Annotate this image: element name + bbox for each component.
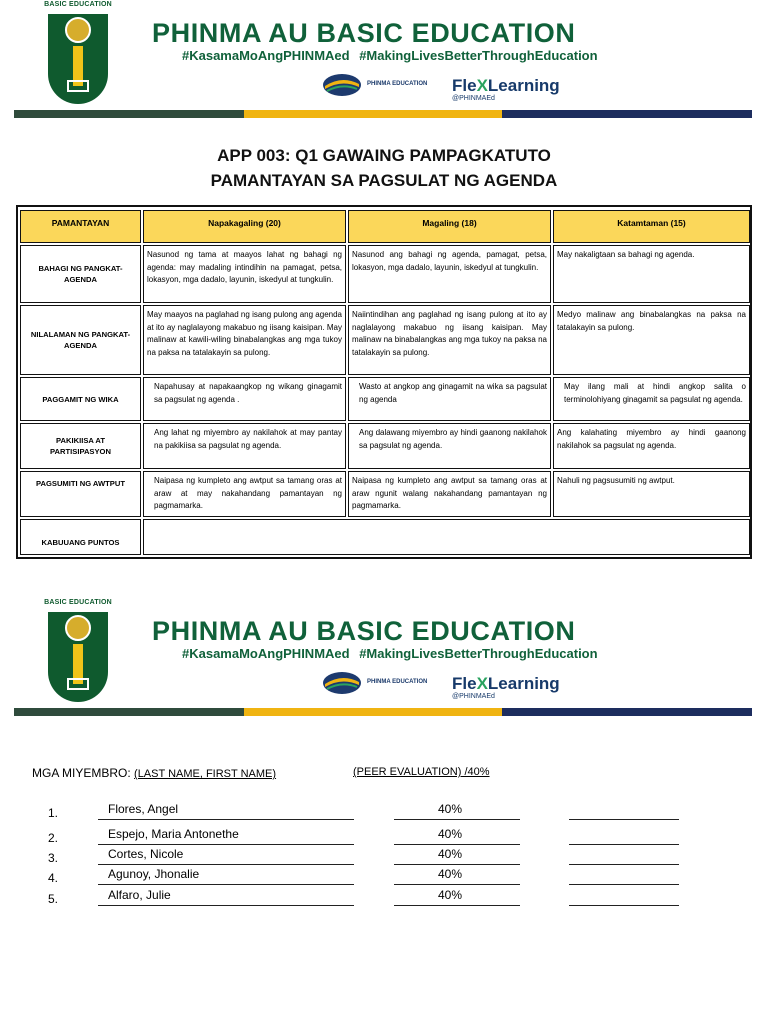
extra-line[interactable] (569, 844, 679, 845)
header-fair: Katamtaman (15) (553, 210, 750, 243)
member-name: Agunoy, Jhonalie (108, 867, 200, 881)
member-number: 4. (48, 871, 59, 885)
peer-evaluation-heading: (PEER EVALUATION) /40% (353, 766, 490, 778)
rubric-cell: Nasunod ng tama at maayos lahat ng bahagi ng agenda: may madaling intindihin na pamagat, petsa, lokasyon, mga dadalo, layunin, iskedyul at tungkulin. (143, 245, 346, 303)
rubric-cell: Ang kalahating miyembro ay hindi gaanong nakilahok sa pagsulat ng agenda. (553, 423, 750, 469)
phinma-education-logo-icon (322, 73, 362, 97)
total-label: KABUUANG PUNTOS (20, 519, 141, 555)
peer-line[interactable] (394, 884, 520, 885)
header-criteria: PAMANTAYAN (20, 210, 141, 243)
extra-line[interactable] (569, 905, 679, 906)
school-banner (14, 598, 752, 716)
member-row (32, 847, 672, 867)
partner-text: PHINMA EDUCATION (367, 81, 428, 87)
member-name: Cortes, Nicole (108, 847, 184, 861)
peer-line[interactable] (394, 819, 520, 820)
rubric-cell: May ilang mali at hindi angkop salita o terminolohiyang ginagamit sa pagsulat ng agenda. (553, 377, 750, 421)
page-subtitle: PAMANTAYAN SA PAGSULAT NG AGENDA (210, 171, 558, 190)
phinma-education-logo-icon (322, 671, 362, 695)
rubric-cell: Wasto at angkop ang ginagamit na wika sa pagsulat ng agenda (348, 377, 551, 421)
criteria-label: PAGSUMITI NG AWTPUT (20, 471, 141, 517)
stripe-gold (244, 708, 502, 716)
stripe-green (14, 110, 244, 118)
school-banner (14, 0, 752, 118)
member-name: Flores, Angel (108, 802, 179, 816)
rubric-cell: May maayos na paglahad ng isang pulong ang agenda at ito ay naglalayong makabuo ng iisang kaisipan. May malinaw at kawili-wiling binabalangkas ang mga tukoy na paksa na tatalakayin sa pulong. (143, 305, 346, 375)
extra-line[interactable] (569, 864, 679, 865)
total-score-field[interactable] (143, 519, 750, 555)
rubric-cell: Naipasa ng kumpleto ang awtput sa tamang oras at araw at may nakahandang pamantayan ng pagmamarka. (143, 471, 346, 517)
extra-line[interactable] (569, 884, 679, 885)
peer-line[interactable] (394, 864, 520, 865)
hashtags: #KasamaMoAngPHINMAed #MakingLivesBetterThroughEducation (182, 48, 598, 63)
rubric-cell: Naiintindihan ang paglahad ng isang pulong at ito ay naglalayong makabuo ng iisang kaisipan. May malinaw na binabalangkas ang mga tukoy na paksa na tatalakayin sa pulong. (348, 305, 551, 375)
criteria-label: PAGGAMIT NG WIKA (20, 377, 141, 421)
school-crest-icon (48, 0, 108, 104)
name-line[interactable] (98, 819, 354, 820)
peer-score: 40% (438, 847, 463, 861)
peer-score: 40% (438, 802, 463, 816)
brand-title: PHINMA AU BASIC EDUCATION (152, 616, 576, 646)
flexlearning-logo: FleXLearning (452, 76, 560, 95)
members-heading: MGA MIYEMBRO: (LAST NAME, FIRST NAME) (32, 766, 277, 780)
name-line[interactable] (98, 905, 354, 906)
member-row (32, 888, 672, 908)
name-line[interactable] (98, 884, 354, 885)
peer-line[interactable] (394, 844, 520, 845)
partner-text: PHINMA EDUCATION (367, 679, 428, 685)
peer-score: 40% (438, 827, 463, 841)
member-name: Alfaro, Julie (108, 888, 171, 902)
school-crest-icon (48, 598, 108, 702)
rubric-cell: Nasunod ang bahagi ng agenda, pamagat, petsa, lokasyon, mga dadalo, layunin, iskedyul at tungkulin. (348, 245, 551, 303)
rubric-cell: Ang lahat ng miyembro ay nakilahok at may pantay na pakikiisa sa pagsulat ng agenda. (143, 423, 346, 469)
stripe-navy (502, 708, 752, 716)
peer-score: 40% (438, 888, 463, 902)
member-number: 2. (48, 831, 59, 845)
stripe-gold (244, 110, 502, 118)
criteria-label: NILALAMAN NG PANGKAT-AGENDA (20, 305, 141, 375)
peer-line[interactable] (394, 905, 520, 906)
peer-score: 40% (438, 867, 463, 881)
header-excellent: Napakagaling (20) (143, 210, 346, 243)
flexlearning-logo: FleXLearning (452, 674, 560, 693)
rubric-cell: Napahusay at napakaangkop ng wikang ginagamit sa pagsulat ng agenda . (143, 377, 346, 421)
name-line[interactable] (98, 844, 354, 845)
rubric-cell: Naipasa ng kumpleto ang awtput sa tamang oras at araw ngunit walang nakahandang pamantayan ng pagmamarka. (348, 471, 551, 517)
member-row (32, 802, 672, 822)
hashtags: #KasamaMoAngPHINMAed #MakingLivesBetterThroughEducation (182, 646, 598, 661)
name-line[interactable] (98, 864, 354, 865)
flexlearning-handle: @PHINMAEd (452, 693, 495, 700)
badge-label: BASIC EDUCATION (44, 599, 112, 606)
brand-title: PHINMA AU BASIC EDUCATION (152, 18, 576, 48)
rubric-cell: May nakaligtaan sa bahagi ng agenda. (553, 245, 750, 303)
extra-line[interactable] (569, 819, 679, 820)
rubric-cell: Ang dalawang miyembro ay hindi gaanong nakilahok sa pagsulat ng agenda. (348, 423, 551, 469)
member-row (32, 827, 672, 847)
member-name: Espejo, Maria Antonethe (108, 827, 239, 841)
member-row (32, 867, 672, 887)
flexlearning-handle: @PHINMAEd (452, 95, 495, 102)
criteria-label: PAKIKIISA AT PARTISIPASYON (20, 423, 141, 469)
rubric-cell: Nahuli ng pagsusumiti ng awtput. (553, 471, 750, 517)
member-number: 3. (48, 851, 59, 865)
member-number: 5. (48, 892, 59, 906)
rubric-table (16, 205, 752, 559)
badge-label: BASIC EDUCATION (44, 1, 112, 8)
page-title: APP 003: Q1 GAWAING PAMPAGKATUTO (217, 146, 551, 165)
rubric-cell: Medyo malinaw ang binabalangkas na paksa na tatalakayin sa pulong. (553, 305, 750, 375)
stripe-green (14, 708, 244, 716)
member-number: 1. (48, 806, 59, 820)
criteria-label: BAHAGI NG PANGKAT-AGENDA (20, 245, 141, 303)
header-good: Magaling (18) (348, 210, 551, 243)
stripe-navy (502, 110, 752, 118)
